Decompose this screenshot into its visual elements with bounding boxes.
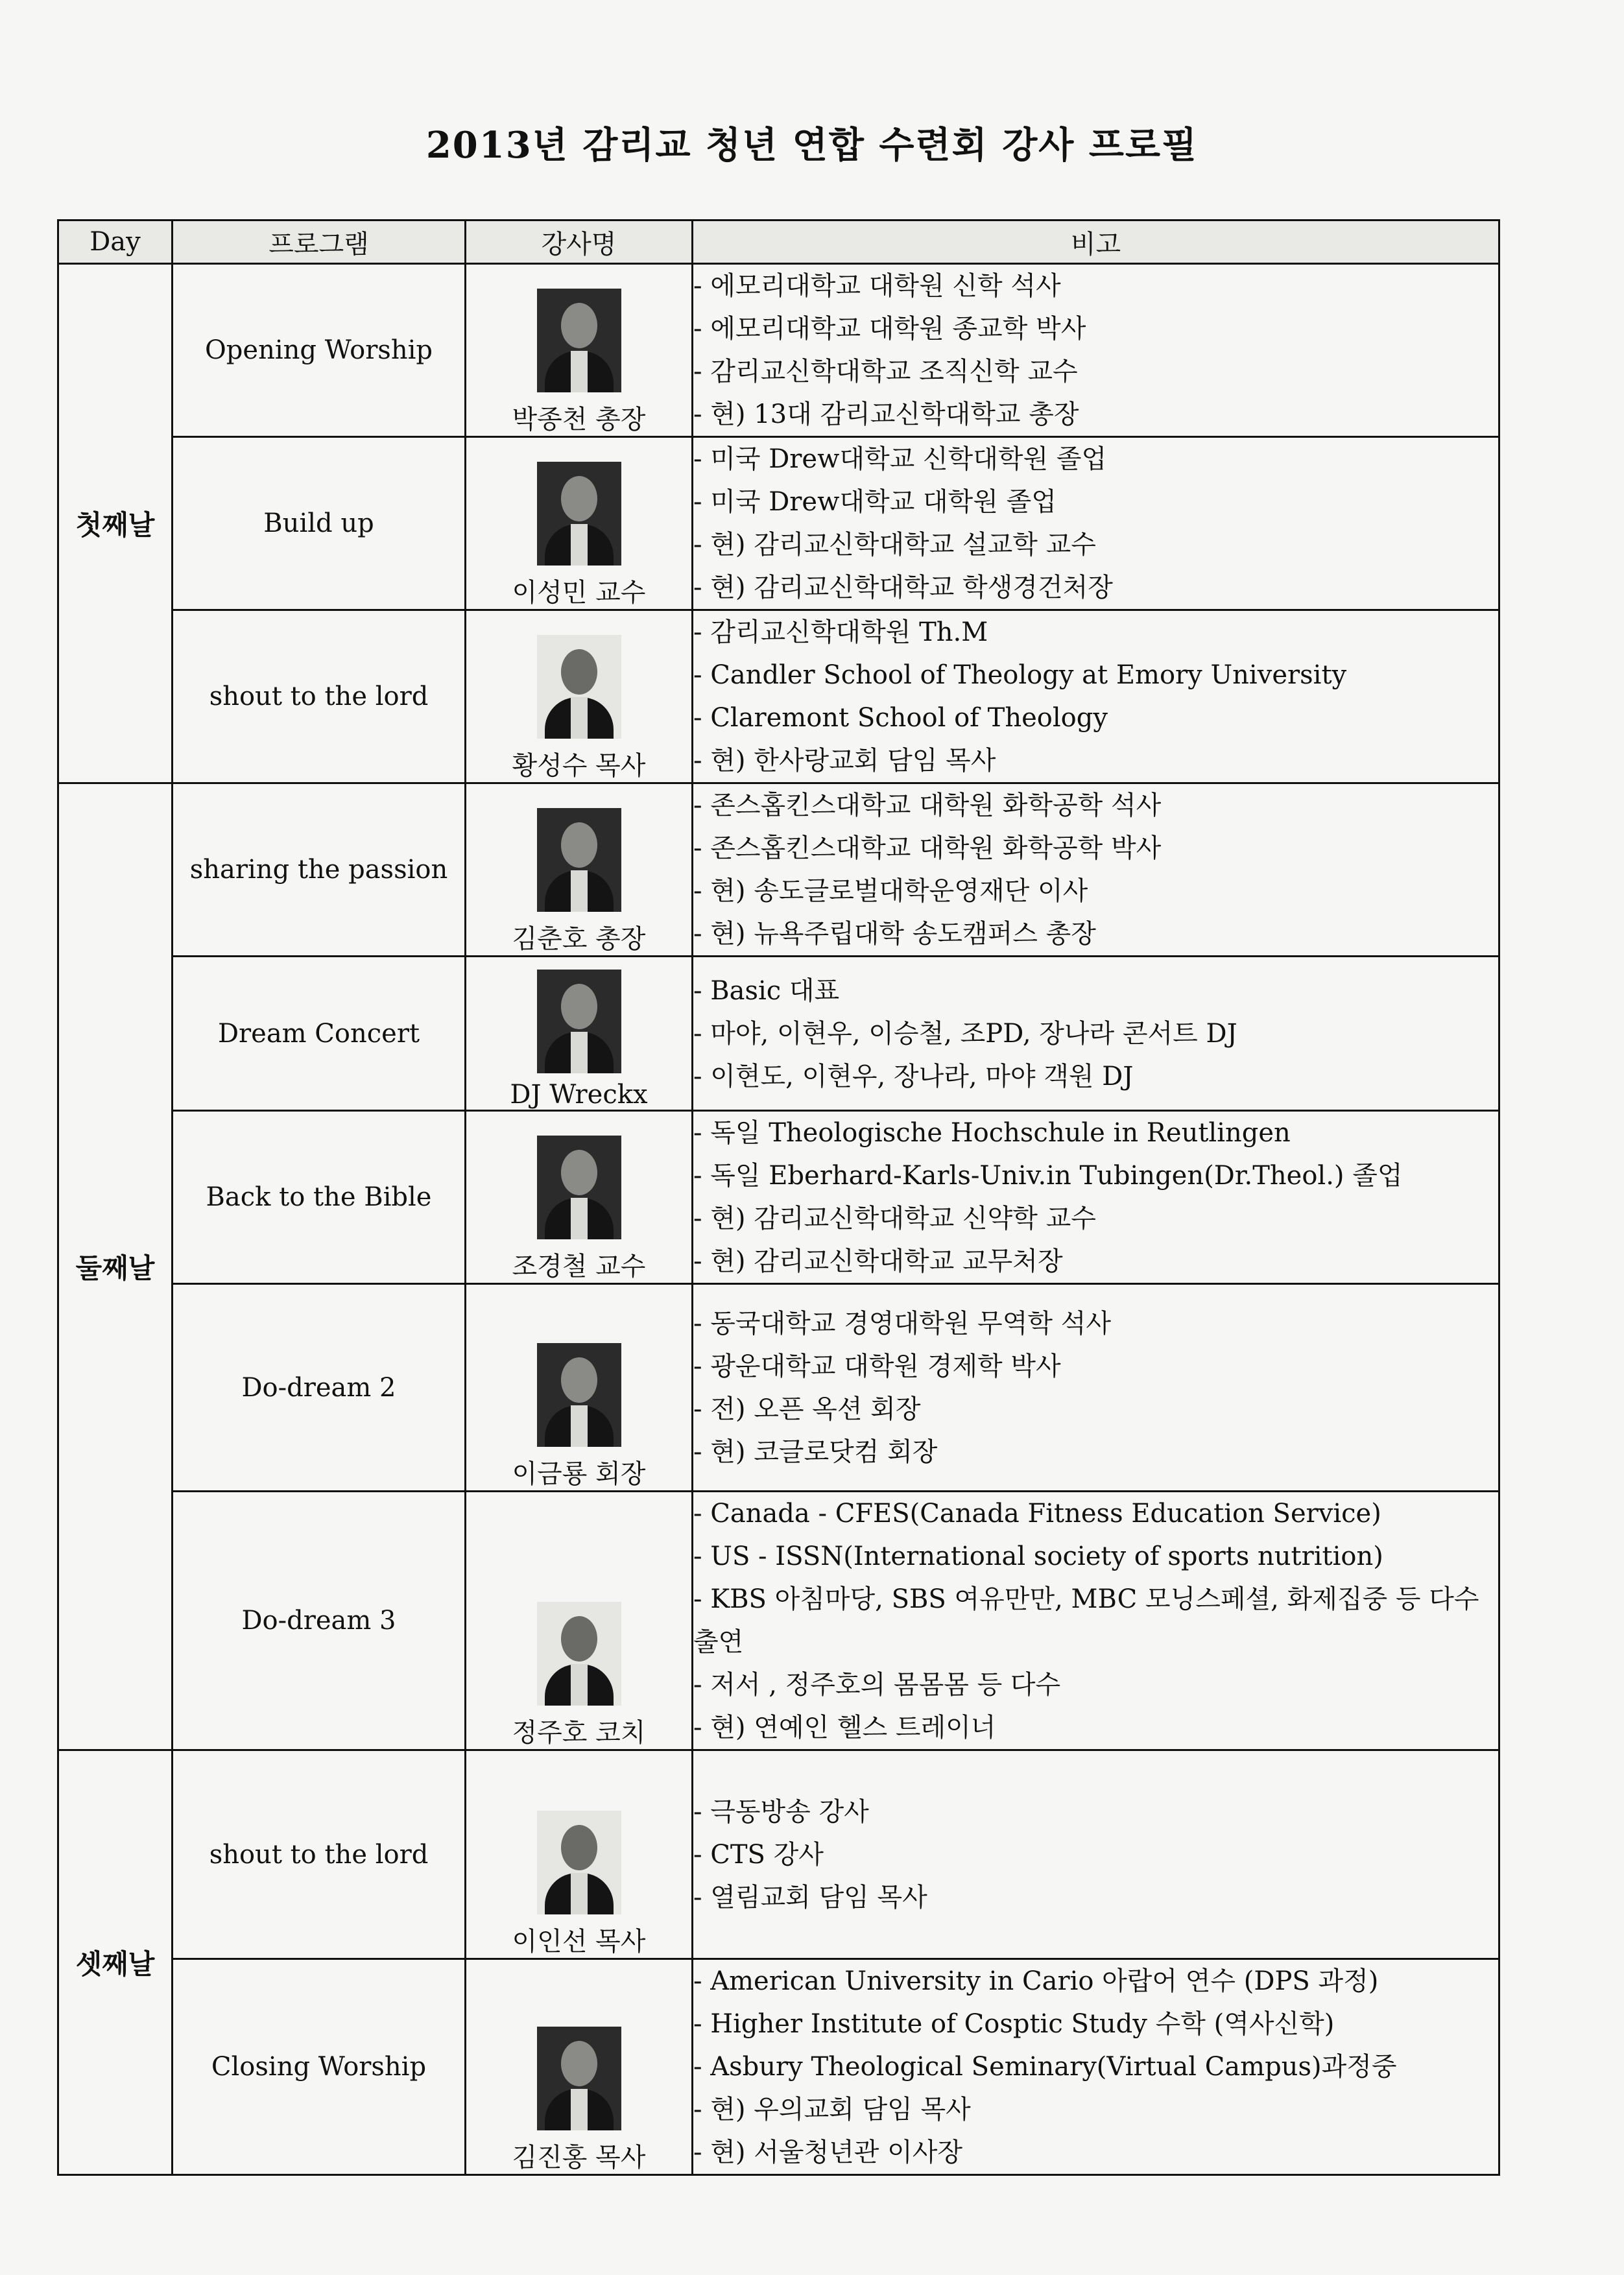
speaker-name: 정주호 코치 <box>512 1718 646 1748</box>
note-line: - KBS 아침마당, SBS 여유만만, MBC 모닝스페셜, 화제집중 등 다수 출연 <box>693 1584 1479 1657</box>
speaker-name: 이성민 교수 <box>512 578 646 608</box>
program-name: shout to the lord <box>173 1750 466 1959</box>
table-row <box>58 957 1499 1111</box>
speaker-photo <box>537 1136 621 1239</box>
note-line: - 전) 오픈 옥션 회장 <box>693 1394 921 1424</box>
note-line: - 현) 감리교신학대학교 신약학 교수 <box>693 1204 1096 1233</box>
note-line: - 현) 서울청년관 이사장 <box>693 2138 963 2167</box>
page-title: 2013년 감리교 청년 연합 수련회 강사 프로필 <box>425 124 1199 167</box>
table-row <box>58 1111 1499 1284</box>
header-day: Day <box>58 220 173 264</box>
note-line: - 현) 한사랑교회 담임 목사 <box>693 746 996 776</box>
speaker-photo <box>537 462 621 566</box>
table-row <box>58 264 1499 437</box>
note-cell <box>693 957 1499 1111</box>
speaker-cell <box>466 1492 693 1750</box>
note-line: - 감리교신학대학교 조직신학 교수 <box>693 357 1078 387</box>
note-line: - 현) 13대 감리교신학대학교 총장 <box>693 399 1079 429</box>
speaker-cell <box>466 783 693 957</box>
speaker-cell <box>466 264 693 437</box>
speaker-cell <box>466 437 693 610</box>
table-row <box>58 1959 1499 2175</box>
table-row <box>58 437 1499 610</box>
table-row <box>58 1492 1499 1750</box>
speaker-photo <box>537 808 621 912</box>
speaker-photo <box>537 1811 621 1914</box>
speaker-name: 김춘호 총장 <box>512 924 646 954</box>
note-line: - Higher Institute of Cosptic Study 수학 (역사신학) <box>693 2009 1335 2039</box>
speaker-name: 황성수 목사 <box>512 751 646 781</box>
note-cell <box>693 1492 1499 1750</box>
note-line: - 현) 감리교신학대학교 학생경건처장 <box>693 573 1113 602</box>
header-note: 비고 <box>693 220 1499 264</box>
note-cell <box>693 1959 1499 2175</box>
table-row <box>58 783 1499 957</box>
speaker-photo <box>537 1343 621 1447</box>
note-line: - 동국대학교 경영대학원 무역학 석사 <box>693 1308 1111 1339</box>
note-line: - Claremont School of Theology <box>693 703 1108 733</box>
note-line: - 현) 감리교신학대학교 교무처장 <box>693 1246 1063 1276</box>
note-line: - 독일 Eberhard-Karls-Univ.in Tubingen(Dr.Theol.) 졸업 <box>693 1161 1403 1191</box>
note-line: - 현) 뉴욕주립대학 송도캠퍼스 총장 <box>693 919 1096 949</box>
day-label: 둘째날 <box>58 783 173 1750</box>
program-name: Dream Concert <box>173 957 466 1111</box>
day-label: 첫째날 <box>58 264 173 783</box>
table-row <box>58 1750 1499 1959</box>
speaker-name: 이금룡 회장 <box>512 1459 646 1489</box>
note-line: - 감리교신학대학원 Th.M <box>693 617 988 647</box>
header-program: 프로그램 <box>173 220 466 264</box>
note-line: - CTS 강사 <box>693 1839 824 1870</box>
note-line: - 에모리대학교 대학원 종교학 박사 <box>693 314 1086 344</box>
note-cell <box>693 1284 1499 1492</box>
speaker-cell <box>466 1284 693 1492</box>
note-cell <box>693 610 1499 783</box>
program-name: shout to the lord <box>173 610 466 783</box>
note-line: - Asbury Theological Seminary(Virtual Campus)과정중 <box>693 2052 1397 2082</box>
speaker-photo <box>537 635 621 739</box>
note-line: - 현) 우의교회 담임 목사 <box>693 2095 971 2125</box>
program-name: Do-dream 3 <box>173 1492 466 1750</box>
note-line: - 현) 송도글로벌대학운영재단 이사 <box>693 876 1088 906</box>
table-row <box>58 610 1499 783</box>
program-name: Back to the Bible <box>173 1111 466 1284</box>
speaker-name: 이인선 목사 <box>512 1927 646 1957</box>
speaker-cell <box>466 610 693 783</box>
speaker-name: DJ Wreckx <box>510 1080 648 1110</box>
note-line: - 현) 감리교신학대학교 설교학 교수 <box>693 530 1096 560</box>
note-cell <box>693 783 1499 957</box>
program-name: sharing the passion <box>173 783 466 957</box>
note-line: - 에모리대학교 대학원 신학 석사 <box>693 271 1061 301</box>
speaker-cell <box>466 1959 693 2175</box>
speaker-photo <box>537 970 621 1073</box>
speaker-name: 조경철 교수 <box>512 1252 646 1281</box>
header-speaker: 강사명 <box>466 220 693 264</box>
speaker-name: 김진홍 목사 <box>512 2143 646 2173</box>
note-line: - 저서 , 정주호의 몸몸몸 등 다수 <box>693 1670 1061 1700</box>
speaker-profile-table <box>57 219 1500 2176</box>
note-line: - 광운대학교 대학원 경제학 박사 <box>693 1351 1061 1381</box>
table-header-row <box>58 220 1499 264</box>
note-line: - 미국 Drew대학교 대학원 졸업 <box>693 487 1057 517</box>
note-line: - 존스홉킨스대학교 대학원 화학공학 석사 <box>693 791 1162 820</box>
speaker-cell <box>466 1750 693 1959</box>
speaker-photo <box>537 1602 621 1706</box>
program-name: Do-dream 2 <box>173 1284 466 1492</box>
note-cell <box>693 1111 1499 1284</box>
program-name: Build up <box>173 437 466 610</box>
note-line: - 마야, 이현우, 이승철, 조PD, 장나라 콘서트 DJ <box>693 1018 1237 1049</box>
note-line: - 현) 코글로닷컴 회장 <box>693 1436 938 1467</box>
day-label: 셋째날 <box>58 1750 173 2175</box>
speaker-photo <box>537 2027 621 2130</box>
table-row <box>58 1284 1499 1492</box>
note-line: - 독일 Theologische Hochschule in Reutlingen <box>693 1118 1291 1148</box>
note-cell <box>693 1750 1499 1959</box>
note-line: - Basic 대표 <box>693 975 840 1006</box>
note-line: - 현) 연예인 헬스 트레이너 <box>693 1713 996 1743</box>
speaker-name: 박종천 총장 <box>512 405 646 435</box>
speaker-cell <box>466 1111 693 1284</box>
speaker-cell <box>466 957 693 1111</box>
note-line: - American University in Cario 아랍어 연수 (DPS 과정) <box>693 1966 1379 1996</box>
program-name: Opening Worship <box>173 264 466 437</box>
note-line: - 극동방송 강사 <box>693 1796 869 1827</box>
speaker-photo <box>537 289 621 392</box>
note-line: - Candler School of Theology at Emory University <box>693 660 1347 690</box>
note-line: - 열림교회 담임 목사 <box>693 1882 927 1912</box>
note-cell <box>693 437 1499 610</box>
note-line: - Canada - CFES(Canada Fitness Education Service) <box>693 1499 1381 1529</box>
note-line: - 미국 Drew대학교 신학대학원 졸업 <box>693 444 1107 474</box>
note-line: - US - ISSN(International society of sports nutrition) <box>693 1542 1383 1571</box>
note-line: - 존스홉킨스대학교 대학원 화학공학 박사 <box>693 833 1162 863</box>
note-line: - 이현도, 이현우, 장나라, 마야 객원 DJ <box>693 1061 1134 1091</box>
note-cell <box>693 264 1499 437</box>
program-name: Closing Worship <box>173 1959 466 2175</box>
